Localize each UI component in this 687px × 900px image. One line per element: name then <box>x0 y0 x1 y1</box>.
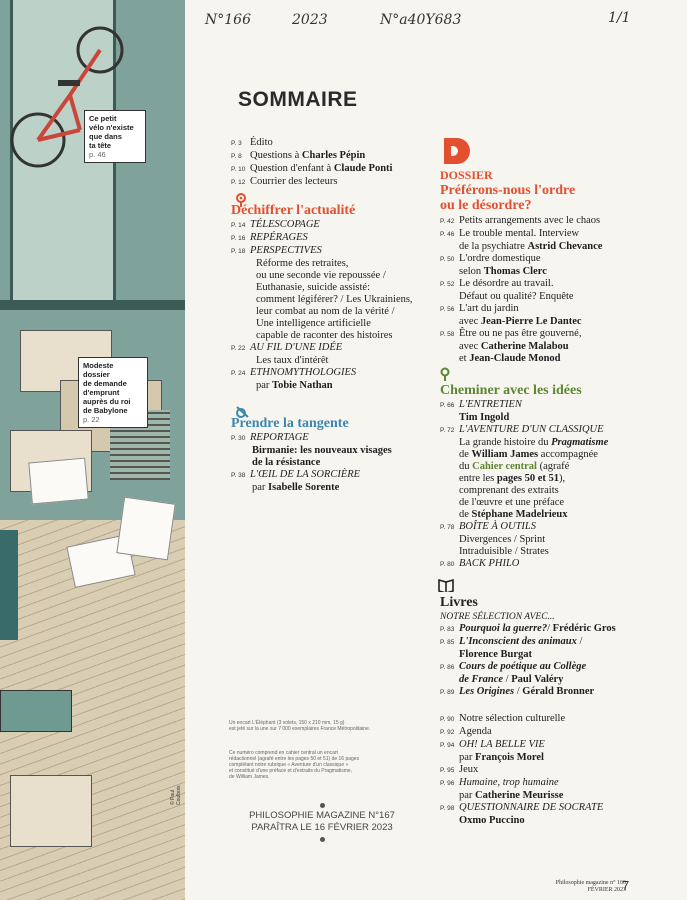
entry-name: Isabelle Sorente <box>268 482 340 493</box>
dossier-list <box>440 215 680 365</box>
entry-text: PERSPECTIVES <box>250 245 322 256</box>
next-issue <box>233 800 411 844</box>
entry-name: Astrid Chevance <box>527 241 603 252</box>
perspectives-list <box>231 258 431 342</box>
toc-entry[interactable] <box>440 278 680 291</box>
section-livres <box>440 595 680 699</box>
page-number: P. 14 <box>231 222 246 229</box>
entry-name: Tim Ingold <box>459 412 510 423</box>
entry-subline: capable de raconter des histoires <box>256 330 393 341</box>
dot-divider <box>233 800 411 810</box>
entry-text: Le trouble mental. Interview <box>459 228 580 239</box>
entry-text: Humaine, trop humaine <box>459 777 559 788</box>
section-title <box>440 183 680 213</box>
text-run: de l'œuvre et une préface <box>459 497 565 508</box>
toc-entry[interactable] <box>440 215 680 228</box>
entry-text: QUESTIONNAIRE DE SOCRATE <box>459 802 604 813</box>
toc-right-column <box>440 138 680 827</box>
entry-text: L'art du jardin <box>459 303 519 314</box>
entry-text: Notre sélection culturelle <box>459 713 566 724</box>
page-number: P. 22 <box>231 345 246 352</box>
entry-text: L'AVENTURE D'UN CLASSIQUE <box>459 424 604 435</box>
toc-entry[interactable] <box>231 150 431 163</box>
toc-entry[interactable] <box>440 228 680 241</box>
entry-author <box>231 380 431 392</box>
entry-text: REPÉRAGES <box>250 232 308 243</box>
text-run: de <box>459 449 472 460</box>
handwritten-note: 1/1 <box>608 10 631 26</box>
page-number: P. 18 <box>231 248 246 255</box>
book-author: Florence Burgat <box>459 649 532 660</box>
toc-entry[interactable] <box>440 777 680 790</box>
caption-line: que dans <box>89 132 122 141</box>
text-run: La grande histoire du <box>459 437 552 448</box>
sprout-icon <box>440 367 450 381</box>
page-number: P. 72 <box>440 427 455 434</box>
entry-text: BACK PHILO <box>459 558 520 569</box>
next-issue-line: PHILOSOPHIE MAGAZINE N°167 <box>249 810 395 821</box>
insert-notice <box>229 720 429 732</box>
caption-line: auprès du roi <box>83 397 131 406</box>
entry-by: par <box>256 380 273 391</box>
section-idees <box>440 383 680 571</box>
entry-text: AU FIL D'UNE IDÉE <box>250 342 343 353</box>
book-title: Les Origines <box>459 686 515 697</box>
entry-subline: Euthanasie, suicide assisté: <box>256 282 371 293</box>
entry-subline: Réforme des retraites, <box>256 258 349 269</box>
title-line: ou le désordre? <box>440 198 532 213</box>
page-number: P. 98 <box>440 805 455 812</box>
toc-entry[interactable] <box>440 739 680 752</box>
section-fin <box>440 713 680 827</box>
book-author: Paul Valéry <box>511 674 564 685</box>
section-title: Cheminer avec les idées <box>440 383 582 398</box>
section-dossier <box>440 138 680 365</box>
text-run: entre les <box>459 473 497 484</box>
entry-text: avec <box>459 316 481 327</box>
page-number: P. 85 <box>440 639 455 646</box>
entry-text: Questions à <box>250 150 302 161</box>
text-run: comprenant des extraits <box>459 485 559 496</box>
notice-line: est jeté sur la une sur 7 000 exemplaires France Métropolitaine. <box>229 726 371 732</box>
caption-line: de demande <box>83 379 127 388</box>
entry-text: Question d'enfant à <box>250 163 334 174</box>
toc-entry[interactable] <box>440 802 680 815</box>
text-run: Stéphane Madelrieux <box>471 509 568 520</box>
page-number: P. 30 <box>231 435 246 442</box>
entry-text: Le désordre au travail. <box>459 278 554 289</box>
entry-text: L'ŒIL DE LA SORCIÈRE <box>250 469 361 480</box>
entry-subline <box>440 341 680 353</box>
entry-by: par <box>459 790 476 801</box>
footer-magazine: Philosophie magazine n° 166 <box>555 880 626 886</box>
section-subtitle: NOTRE SÉLECTION AVEC... <box>440 612 555 622</box>
section-tangente <box>231 416 431 494</box>
toc-entry[interactable] <box>231 163 431 176</box>
caption-line: de Babylone <box>83 406 128 415</box>
entry-text: et <box>459 353 470 364</box>
cardboard-box <box>10 775 92 847</box>
page-number: P. 50 <box>440 256 455 263</box>
entry-text: Jeux <box>459 764 479 775</box>
text-run: pages 50 et 51 <box>496 473 560 484</box>
page-number: P. 92 <box>440 729 455 736</box>
page-number: P. 86 <box>440 664 455 671</box>
notice-line: et constitué d'une préface et d'extraits du Pragmatisme, <box>229 768 353 774</box>
footer-date: FÉVRIER 2023 <box>587 887 626 893</box>
toc-entry[interactable] <box>440 661 680 674</box>
caption-line: vélo n'existe <box>89 123 134 132</box>
entry-name: Oxmo Puccino <box>459 815 525 826</box>
separator: / <box>576 636 583 647</box>
text-run: William James <box>471 449 539 460</box>
entry-text: OH! LA BELLE VIE <box>459 739 545 750</box>
toc-left-column <box>231 137 431 494</box>
scattered-paper <box>28 458 88 505</box>
title-line: Préférons-nous l'ordre <box>440 183 576 198</box>
page-number: P. 12 <box>231 179 246 186</box>
text-run: (agrafé <box>536 461 570 472</box>
notice-line: de William James. <box>229 774 270 780</box>
entry-by: par <box>252 482 269 493</box>
entry-text: BOÎTE À OUTILS <box>459 521 537 532</box>
next-issue-line: PARAÎTRA LE 16 FÉVRIER 2023 <box>251 822 393 833</box>
caption-line: ta tête <box>89 141 112 150</box>
page-number: P. 52 <box>440 281 455 288</box>
entry-subline: Intraduisible / Strates <box>459 546 549 557</box>
section-kicker: DOSSIER <box>440 168 493 182</box>
entry-name: Jean-Claude Monod <box>469 353 561 364</box>
entry-name: Claude Ponti <box>333 163 393 174</box>
illustration-caption <box>84 110 146 163</box>
notice-line: complétant notre rubrique « Aventure d'un classique » <box>229 762 349 768</box>
entry-text: L'ENTRETIEN <box>459 399 522 410</box>
entry-subline <box>440 353 680 365</box>
dot-divider <box>233 834 411 844</box>
caption-line: Ce petit <box>89 114 117 123</box>
toc-entry[interactable] <box>440 558 680 571</box>
entry-text: REPORTAGE <box>250 432 309 443</box>
page-number: P. 94 <box>440 742 455 749</box>
entry-text: ETHNOMYTHOLOGIES <box>250 367 357 378</box>
toc-entry[interactable] <box>231 137 431 150</box>
page-number: P. 90 <box>440 716 455 723</box>
magnifier-icon <box>235 193 247 207</box>
entry-name: Tobie Nathan <box>272 380 333 391</box>
book-author: Gérald Bronner <box>522 686 595 697</box>
page-number: P. 3 <box>231 140 242 147</box>
toc-entry[interactable] <box>440 303 680 316</box>
page-number: P. 78 <box>440 524 455 531</box>
section-actualite <box>231 203 431 392</box>
toc-entry[interactable] <box>231 176 431 189</box>
entry-name: Jean-Pierre Le Dantec <box>480 316 582 327</box>
toc-entry[interactable] <box>440 623 680 636</box>
caption-line: dossier <box>83 370 110 379</box>
separator: / <box>514 686 523 697</box>
notice-line: Ce numéro comprend en cahier central un encart <box>229 750 338 756</box>
toc-entry[interactable] <box>440 764 680 777</box>
entry-name: Charles Pépin <box>301 150 366 161</box>
text-run: ), <box>559 473 566 484</box>
chair <box>0 530 18 640</box>
page-number: P. 46 <box>440 231 455 238</box>
entry-subline <box>440 266 680 278</box>
book-icon <box>438 578 454 592</box>
entry-subline: Une intelligence artificielle <box>256 318 371 329</box>
toc-entry[interactable] <box>231 432 431 445</box>
page-title: SOMMAIRE <box>238 88 358 111</box>
toc-entry[interactable] <box>440 636 680 649</box>
entry-subline: ou une seconde vie repoussée / <box>256 270 386 281</box>
entry-text: Défaut ou qualité? Enquête <box>459 291 574 302</box>
entry-author <box>231 482 431 494</box>
entry-subline: Birmanie: les nouveaux visages <box>252 445 392 456</box>
entry-text: Être ou ne pas être gouverné, <box>459 328 582 339</box>
entry-subline: comment légiférer? / Les Ukrainiens, <box>256 294 413 305</box>
text-run: du <box>459 461 473 472</box>
page-number: P. 58 <box>440 331 455 338</box>
illustration-caption <box>78 357 148 428</box>
window-sill <box>0 300 185 310</box>
entry-text: de la psychiatre <box>459 241 528 252</box>
page-number: P. 38 <box>231 472 246 479</box>
entry-text: Agenda <box>459 726 492 737</box>
notice-line: rédactionnel (agrafé entre les pages 50 et 51) de 16 pages <box>229 756 360 762</box>
page-number: P. 66 <box>440 402 455 409</box>
page-number: P. 95 <box>440 767 455 774</box>
classique-description <box>440 437 680 521</box>
section-title: Déchiffrer l'actualité <box>231 203 356 218</box>
page-number: P. 56 <box>440 306 455 313</box>
page-number: P. 10 <box>231 166 246 173</box>
caption-line: d'emprunt <box>83 388 120 397</box>
scattered-paper <box>116 497 175 561</box>
text-run: Pragmatisme <box>551 437 609 448</box>
entry-name: Catherine Malabou <box>480 341 569 352</box>
section-title: Livres <box>440 595 478 610</box>
entry-name: Thomas Clerc <box>483 266 547 277</box>
text-run: Cahier central <box>472 461 537 472</box>
entry-subline: Divergences / Sprint <box>459 534 546 545</box>
toc-entry[interactable] <box>231 367 431 380</box>
tangent-icon <box>235 406 249 418</box>
text-run: de <box>459 509 472 520</box>
entry-subline: leur combat au nom de la vérité / <box>256 306 395 317</box>
book-title: de France <box>459 674 504 685</box>
page-number: P. 8 <box>231 153 242 160</box>
toc-entry[interactable] <box>231 342 431 355</box>
book-title: Cours de poétique au Collège <box>459 661 587 672</box>
bicycle-icon <box>10 20 130 190</box>
entry-subline: de la résistance <box>252 457 321 468</box>
entry-by: par <box>459 752 476 763</box>
toc-entry[interactable] <box>440 253 680 266</box>
caption-page: p. 22 <box>83 415 100 424</box>
notice-line: Un encart L'Éléphant (3 volets, 150 x 210 mm, 15 g) <box>229 720 345 726</box>
toc-entry[interactable] <box>231 232 431 245</box>
supplement-notice <box>229 750 429 780</box>
text-run: accompagnée <box>538 449 598 460</box>
entry-text: avec <box>459 341 481 352</box>
entry-subline <box>440 316 680 328</box>
toc-entry[interactable] <box>440 686 680 699</box>
entry-subline <box>440 241 680 253</box>
entry-subline <box>440 291 680 303</box>
section-title: Prendre la tangente <box>231 416 349 431</box>
toc-entry[interactable] <box>440 713 680 726</box>
entry-text: Petits arrangements avec le chaos <box>459 215 601 226</box>
page-footer <box>536 880 626 894</box>
handwritten-note: 2023 <box>292 12 328 28</box>
toc-entry[interactable] <box>440 328 680 341</box>
handwritten-note: N°a40Y683 <box>380 12 462 28</box>
toc-entry[interactable] <box>231 245 431 258</box>
page-number-footer: 7 <box>622 878 630 893</box>
page-number: P. 80 <box>440 561 455 568</box>
page-number: P. 42 <box>440 218 455 225</box>
book-title: L'Inconscient des animaux <box>459 636 577 647</box>
toc-entry[interactable] <box>231 219 431 232</box>
page-number: P. 96 <box>440 780 455 787</box>
toc-entry[interactable] <box>440 726 680 739</box>
caption-line: Modeste <box>83 361 114 370</box>
chair-seat <box>0 690 72 732</box>
toc-entry[interactable] <box>440 424 680 437</box>
separator: / <box>503 674 512 685</box>
page-number: P. 89 <box>440 689 455 696</box>
toc-entry[interactable] <box>440 521 680 534</box>
entry-text: Courrier des lecteurs <box>250 176 338 187</box>
page-number: P. 16 <box>231 235 246 242</box>
book-title: Pourquoi la guerre? <box>459 623 548 634</box>
entry-name: François Morel <box>475 752 544 763</box>
entry-text: Édito <box>250 137 273 148</box>
page-number: P. 83 <box>440 626 455 633</box>
dossier-letter-icon <box>444 138 470 164</box>
toc-entry[interactable] <box>440 399 680 412</box>
entry-subline: Les taux d'intérêt <box>256 355 329 366</box>
entry-text: TÉLESCOPAGE <box>250 219 320 230</box>
separator: / <box>547 623 553 634</box>
illustration-credit: © Paul Coulbois <box>170 785 182 805</box>
entry-name: Catherine Meurisse <box>475 790 564 801</box>
entry-text: L'ordre domestique <box>459 253 541 264</box>
page-number: P. 24 <box>231 370 246 377</box>
toc-entry[interactable] <box>231 469 431 482</box>
book-author: Frédéric Gros <box>552 623 616 634</box>
handwritten-note: N°166 <box>205 12 251 28</box>
caption-page: p. 46 <box>89 150 106 159</box>
entry-text: selon <box>459 266 484 277</box>
